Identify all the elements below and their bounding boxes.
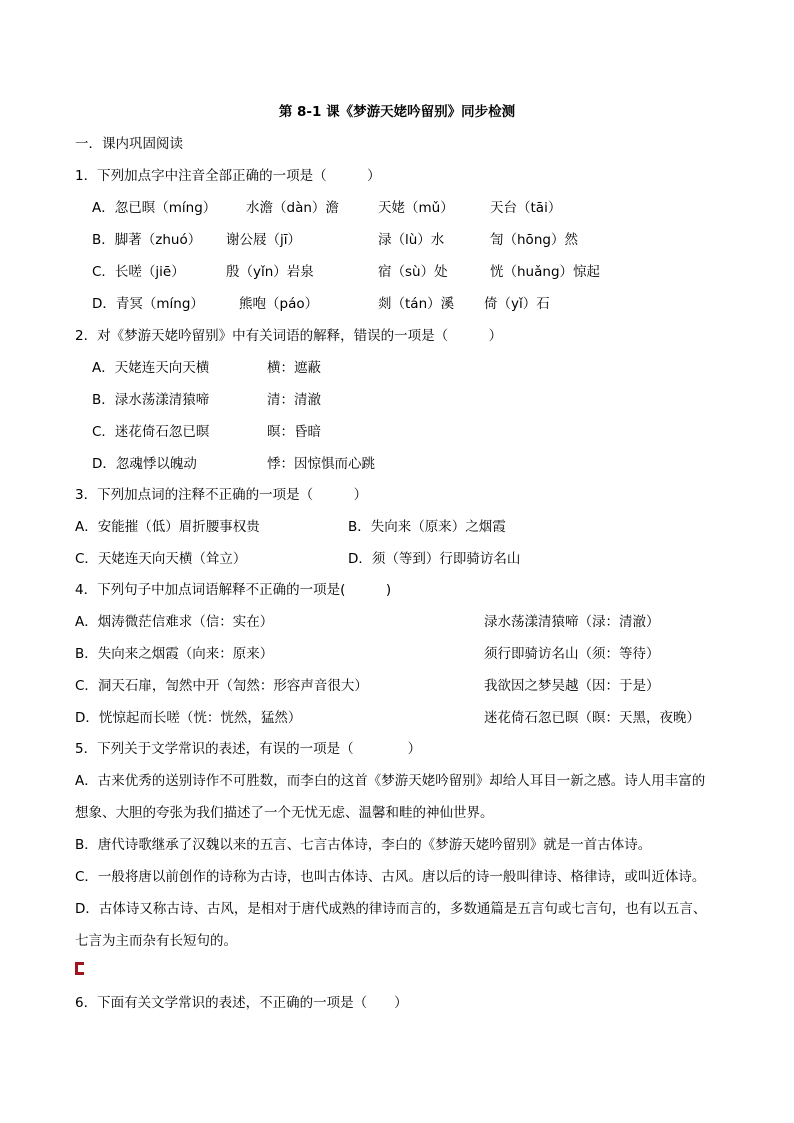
- option-c-2: 殷（yǐn）岩泉: [226, 264, 314, 280]
- option-c-left: C．洞天石扉，訇然中开（訇然：形容声音很大）: [75, 678, 368, 694]
- question-6-stem: 6．下面有关文学常识的表述，不正确的一项是（ ）: [75, 995, 408, 1011]
- section-heading: 一．课内巩固阅读: [75, 136, 183, 152]
- option-b-right: 须行即骑访名山（须：等待）: [484, 646, 660, 662]
- option-a: A．安能摧（低）眉折腰事权贵: [75, 519, 260, 535]
- option-a-gloss: 横：遮蔽: [267, 360, 321, 376]
- option-c-text: C．迷花倚石忽已暝: [92, 424, 210, 440]
- question-3-stem: 3．下列加点词的注释不正确的一项是（ ）: [75, 487, 368, 503]
- question-2-stem: 2．对《梦游天姥吟留别》中有关词语的解释，错误的一项是（ ）: [75, 328, 503, 344]
- option-b-2: 谢公屐（jī）: [226, 232, 302, 248]
- option-d-line-2: 七言为主而杂有长短句的。: [75, 933, 237, 949]
- option-b-text: B．渌水荡漾清猿啼: [92, 392, 210, 408]
- option-a-line-1: A．古来优秀的送别诗作不可胜数，而李白的这首《梦游天姥吟留别》却给人耳目一新之感。诗人用丰富的: [75, 773, 706, 789]
- option-a-text: A．天姥连天向天横: [92, 360, 210, 376]
- option-c: C．一般将唐以前创作的诗称为古诗，也叫古体诗、古风。唐以后的诗一般叫律诗、格律诗，或叫近体诗。: [75, 869, 706, 885]
- option-b-gloss: 清：清澈: [267, 392, 321, 408]
- option-d: D．须（等到）行即骑访名山: [348, 551, 521, 567]
- option-b-1: B．脚著（zhuó）: [92, 232, 202, 248]
- option-d-3: 剡（tán）溪: [378, 296, 455, 312]
- option-a-1: A．忽已暝（míng）: [92, 200, 217, 216]
- option-d-text: D．忽魂悸以魄动: [92, 456, 197, 472]
- option-d-gloss: 悸：因惊惧而心跳: [267, 456, 375, 472]
- option-b: B．唐代诗歌继承了汉魏以来的五言、七言古体诗，李白的《梦游天姥吟留别》就是一首古体诗。: [75, 837, 652, 853]
- option-d-left: D．恍惊起而长嗟（恍：恍然，猛然）: [75, 710, 302, 726]
- option-d-2: 熊咆（páo）: [239, 296, 319, 312]
- option-c-right: 我欲因之梦吴越（因：于是）: [484, 678, 660, 694]
- option-a-2: 水澹（dàn）澹: [246, 200, 339, 216]
- option-b: B．失向来（原来）之烟霞: [348, 519, 506, 535]
- option-d-right: 迷花倚石忽已暝（暝：天黑，夜晚）: [484, 710, 700, 726]
- option-c: C．天姥连天向天横（耸立）: [75, 551, 247, 567]
- option-c-4: 恍（huǎng）惊起: [490, 264, 601, 280]
- option-a-4: 天台（tāi）: [490, 200, 562, 216]
- option-d-1: D．青冥（míng）: [92, 296, 204, 312]
- option-c-1: C．长嗟（jiē）: [92, 264, 185, 280]
- question-4-stem: 4．下列句子中加点词语解释不正确的一项是( ): [75, 582, 392, 598]
- question-5-stem: 5．下列关于文学常识的表述，有误的一项是（ ）: [75, 741, 422, 757]
- option-a-left: A．烟涛微茫信难求（信：实在）: [75, 614, 274, 630]
- option-c-gloss: 暝：昏暗: [267, 424, 321, 440]
- option-c-3: 宿（sù）处: [378, 264, 448, 280]
- option-a-right: 渌水荡漾清猿啼（渌：清澈）: [484, 614, 660, 630]
- option-a-3: 天姥（mǔ）: [378, 200, 454, 216]
- option-d-4: 倚（yǐ）石: [484, 296, 550, 312]
- option-b-4: 訇（hōng）然: [490, 232, 578, 248]
- bracket-mark-icon: [75, 962, 84, 975]
- page-title: 第 8-1 课《梦游天姥吟留别》同步检测: [278, 104, 516, 120]
- option-d-line-1: D．古体诗又称古诗、古风，是相对于唐代成熟的律诗而言的，多数通篇是五言句或七言句，也有以五言、: [75, 901, 707, 917]
- option-b-3: 渌（lù）水: [378, 232, 445, 248]
- option-b-left: B．失向来之烟霞（向来：原来）: [75, 646, 274, 662]
- option-a-line-2: 想象、大胆的夸张为我们描述了一个无忧无虑、温馨和畦的神仙世界。: [75, 805, 494, 821]
- question-1-stem: 1．下列加点字中注音全部正确的一项是（ ）: [75, 168, 381, 184]
